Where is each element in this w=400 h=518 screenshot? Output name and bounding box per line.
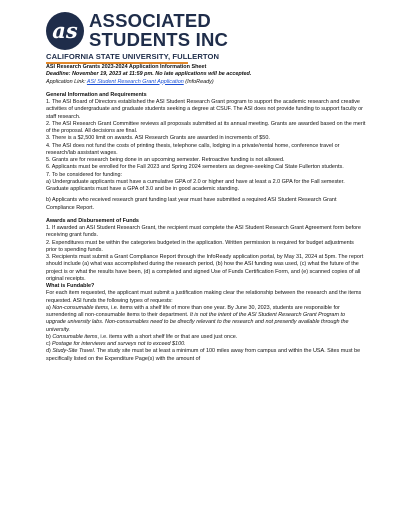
logo-subtitle: CALIFORNIA STATE UNIVERSITY, FULLERTON (46, 52, 220, 61)
general-item-3: 3. There is a $2,500 limit on awards. ASI Research Grants are awarded in increments of $50. (46, 135, 270, 142)
fundable-heading: What is Fundable? (46, 283, 95, 289)
general-item-2: 2. The ASI Research Grant Committee reviews all proposals submitted at its annual meeting. Grants are awarded based on the merit of the proposal. All decisions are final. (46, 120, 366, 134)
application-link[interactable]: ASI Student Research Grant Application (86, 78, 184, 85)
fundable-intro: For each item requested, the applicant must submit a justification making clear the relationship between the research and the items requested. ASI funds the following types of requests: (46, 290, 362, 304)
fundable-item-b: b) Consumable items, i.e. items with a short shelf life or that are used just once. (46, 333, 238, 340)
general-item-6: 6. Applicants must be enrolled for the Fall 2023 and Spring 2024 semesters as degree-seeking Cal State Fullerton students. (46, 164, 344, 171)
application-link-label: Application Link: (46, 78, 86, 85)
fundable-item-d: d) Study-Site Travel. The study site must be at least a minimum of 100 miles away from campus and within the USA. Sites must be specifically listed on the Expenditure Page(s) with the amount of (46, 348, 361, 362)
awards-item-1: 1. If awarded an ASI Student Research Grant, the recipient must complete the ASI Student Research Grant Agreement form before receiving grant funds. (46, 225, 361, 239)
deadline-line: Deadline: November 19, 2023 at 11:59 pm. No late applications will be accepted. (46, 71, 252, 78)
asi-logo-mark: as (46, 12, 84, 50)
logo-line-2: STUDENTS INC (89, 29, 229, 50)
fundable-item-c: c) Postage for interviews and surveys not to exceed $100. (46, 341, 186, 347)
general-item-1: 1. The ASI Board of Directors established the ASI Student Research Grant program to support the academic research and creative activities of undergraduate and graduate students seeking a degree at CSUF. The ASI does not provide funding to support faculty or staff research. (46, 99, 363, 120)
asi-logo (46, 10, 266, 61)
application-link-suffix: (InfoReady) (185, 78, 214, 85)
general-item-5: 5. Grants are for research being done in an upcoming semester. Retroactive funding is not allowed. (46, 157, 285, 163)
general-heading: General Information and Requirements (46, 91, 147, 98)
awards-item-2: 2. Expenditures must be within the categories budgeted in the application. Written permission is required for budget adjustments prior to spending funds. (46, 239, 354, 253)
awards-heading: Awards and Disbursement of Funds (46, 217, 139, 224)
fundable-item-a: a) Non-consumable items, i.e. items with a shelf life of more than one year. By June 30, 2023, students are responsible for surrendering all non-consumable items to their department. It is not the intent of the ASI Student Research Grant Program to upgrade university labs. Non-consumables need to be directly relevant to the research and not presently available through the university. (46, 304, 349, 333)
sheet-title: ASI Research Grants 2023-2024 Application Information Sheet (46, 64, 207, 70)
general-item-7a: a) Undergraduate applicants must have a cumulative GPA of 2.0 or higher and have at least a 2.0 GPA for the Fall semester. Graduate applicants must have a GPA of 3.0 and be in good academic standing. (46, 178, 345, 192)
application-link-line (46, 79, 366, 86)
logo-line-1: ASSOCIATED (89, 10, 211, 31)
general-item-7b: b) Applicants who received research grant funding last year must have submitted a required ASI Student Research Grant Compliance Report. (46, 197, 337, 211)
awards-item-3: 3. Recipients must submit a Grant Compliance Report through the InfoReady application portal, by May 31, 2024 at 5pm. The report should include (a) what was accomplished during the research period, (b) how the ASI funding was used, (c) what the future of the project is or what the results have been, (d) a completed and signed Use of Funds Certification Form, and (e) scanned copies of all original receipts. (46, 254, 364, 282)
general-item-4: 4. The ASI does not fund the costs of printing thesis, telephone calls, lodging in a private/rental home, conference travel or research/lab assistant wages. (46, 142, 340, 156)
document-body (46, 64, 366, 363)
general-item-7: 7. To be considered for funding: (46, 171, 123, 178)
